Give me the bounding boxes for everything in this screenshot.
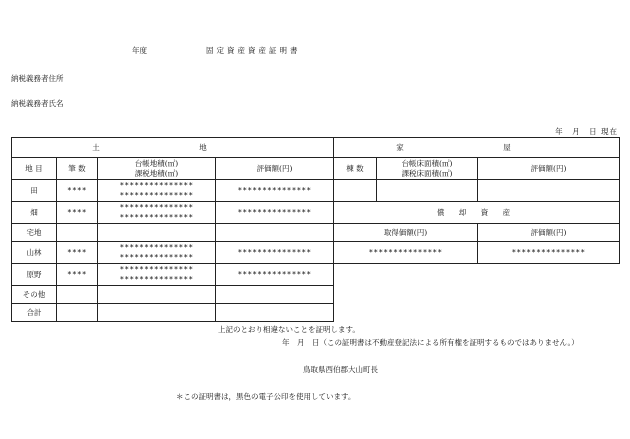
land-row-label: 宅地 (12, 224, 57, 242)
land-value (216, 286, 334, 304)
acquisition-price-header: 取得価額(円) (334, 224, 478, 242)
area-values (98, 286, 216, 304)
ledger-area-value: *************** (119, 181, 194, 191)
taxable-area-value: *************** (119, 212, 194, 222)
parcels-value: **** (57, 264, 98, 286)
land-value: *************** (216, 242, 334, 264)
legal-disclaimer: 年 月 日（この証明書は不動産登記法による所有権を証明するものではありません。） (282, 338, 579, 347)
land-value: *************** (216, 180, 334, 202)
taxable-area-value: *************** (119, 190, 194, 200)
taxable-area-label: 課税地積(㎡) (134, 168, 179, 178)
depreciable-assets-header: 償 却 資 産 (334, 202, 620, 224)
area-values (98, 242, 216, 264)
taxpayer-name-label: 納税義務者氏名 (11, 99, 64, 108)
land-row-label: 合計 (12, 304, 57, 322)
house-floor-value (377, 180, 478, 202)
land-value-header: 評価額(円) (216, 158, 334, 180)
as-of-date-label: 年 月 日 現在 (555, 127, 618, 136)
land-value (216, 304, 334, 322)
fiscal-year-label: 年度 (132, 46, 147, 55)
ledger-area-value: *************** (119, 265, 194, 275)
parcels-value (57, 286, 98, 304)
land-row-label: 山林 (12, 242, 57, 264)
house-section-header: 家 屋 (334, 138, 620, 158)
ledger-area-label: 台帳地積(㎡) (134, 159, 179, 169)
parcels-value: **** (57, 180, 98, 202)
ledger-area-value: *************** (119, 203, 194, 213)
electronic-seal-note: ＊この証明書は，黒色の電子公印を使用しています。 (176, 392, 356, 401)
certification-statement: 上記のとおり相違ないことを証明します。 (218, 325, 360, 334)
house-value (478, 180, 620, 202)
ledger-floor-label: 台帳床面積(㎡) (401, 159, 453, 169)
depreciable-value-header: 評価額(円) (478, 224, 620, 242)
area-values (98, 202, 216, 224)
taxable-area-value: *************** (119, 274, 194, 284)
land-parcels-header: 筆 数 (57, 158, 98, 180)
property-table (11, 137, 620, 322)
area-values (98, 304, 216, 322)
area-values (98, 180, 216, 202)
taxpayer-address-label: 納税義務者住所 (11, 74, 64, 83)
parcels-value: **** (57, 242, 98, 264)
taxable-area-value: *************** (119, 252, 194, 262)
parcels-value: **** (57, 202, 98, 224)
house-value-header: 評価額(円) (478, 158, 620, 180)
land-row-label: 田 (12, 180, 57, 202)
land-row-label: 原野 (12, 264, 57, 286)
land-value: *************** (216, 202, 334, 224)
land-area-header (98, 158, 216, 180)
area-values (98, 264, 216, 286)
document-title: 固定資産資産証明書 (206, 46, 301, 55)
house-floor-header (377, 158, 478, 180)
acquisition-price-value: *************** (334, 242, 478, 264)
parcels-value (57, 304, 98, 322)
land-value: *************** (216, 264, 334, 286)
parcels-value (57, 224, 98, 242)
house-count-value (334, 180, 377, 202)
land-value (216, 224, 334, 242)
ledger-area-value: *************** (119, 243, 194, 253)
land-row-label: その他 (12, 286, 57, 304)
land-section-header: 土 地 (12, 138, 334, 158)
taxable-floor-label: 課税床面積(㎡) (401, 168, 453, 178)
house-count-header: 棟 数 (334, 158, 377, 180)
empty-area (334, 264, 620, 322)
land-category-header: 地 目 (12, 158, 57, 180)
area-values (98, 224, 216, 242)
land-row-label: 畑 (12, 202, 57, 224)
issuer-name: 鳥取県西伯郡大山町長 (303, 365, 378, 374)
depreciable-value: *************** (478, 242, 620, 264)
